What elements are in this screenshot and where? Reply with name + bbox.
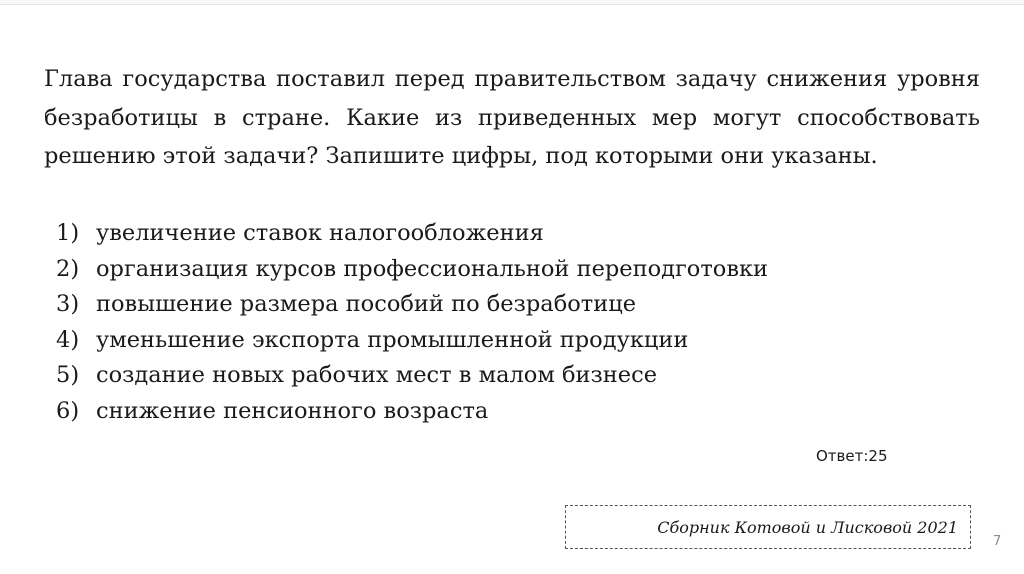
option-number: 2) [56, 255, 80, 282]
answer-text: Ответ:25 [816, 447, 888, 465]
option-item-2 [56, 252, 936, 288]
option-number: 4) [56, 326, 80, 353]
options-list [56, 216, 936, 429]
option-item-4 [56, 323, 936, 359]
option-number: 3) [56, 291, 80, 317]
option-number: 1) [56, 220, 80, 246]
source-box [565, 505, 971, 549]
top-border [0, 0, 1024, 5]
option-item-6 [56, 394, 936, 430]
option-text: повышение размера пособий по безработице [96, 291, 637, 317]
page-number: 7 [993, 534, 1002, 549]
option-item-5 [56, 358, 936, 394]
option-text: снижение пенсионного возраста [96, 397, 489, 424]
option-item-3 [56, 287, 936, 323]
option-item-1 [56, 216, 936, 252]
option-text: уменьшение экспорта промышленной продукции [96, 326, 689, 353]
option-text: увеличение ставок налогообложения [96, 220, 544, 246]
option-number: 5) [56, 362, 80, 388]
option-number: 6) [56, 397, 80, 424]
option-text: организация курсов профессиональной переподготовки [96, 255, 769, 282]
question-text: Глава государства поставил перед правительством задачу снижения уровня безработицы в стране. Какие из приведенных мер могут способствовать решению этой задачи? Запишите цифры, под которыми они указаны. [44, 66, 980, 169]
source-citation: Сборник Котовой и Лисковой 2021 [657, 517, 958, 537]
option-text: создание новых рабочих мест в малом бизнесе [96, 362, 658, 388]
